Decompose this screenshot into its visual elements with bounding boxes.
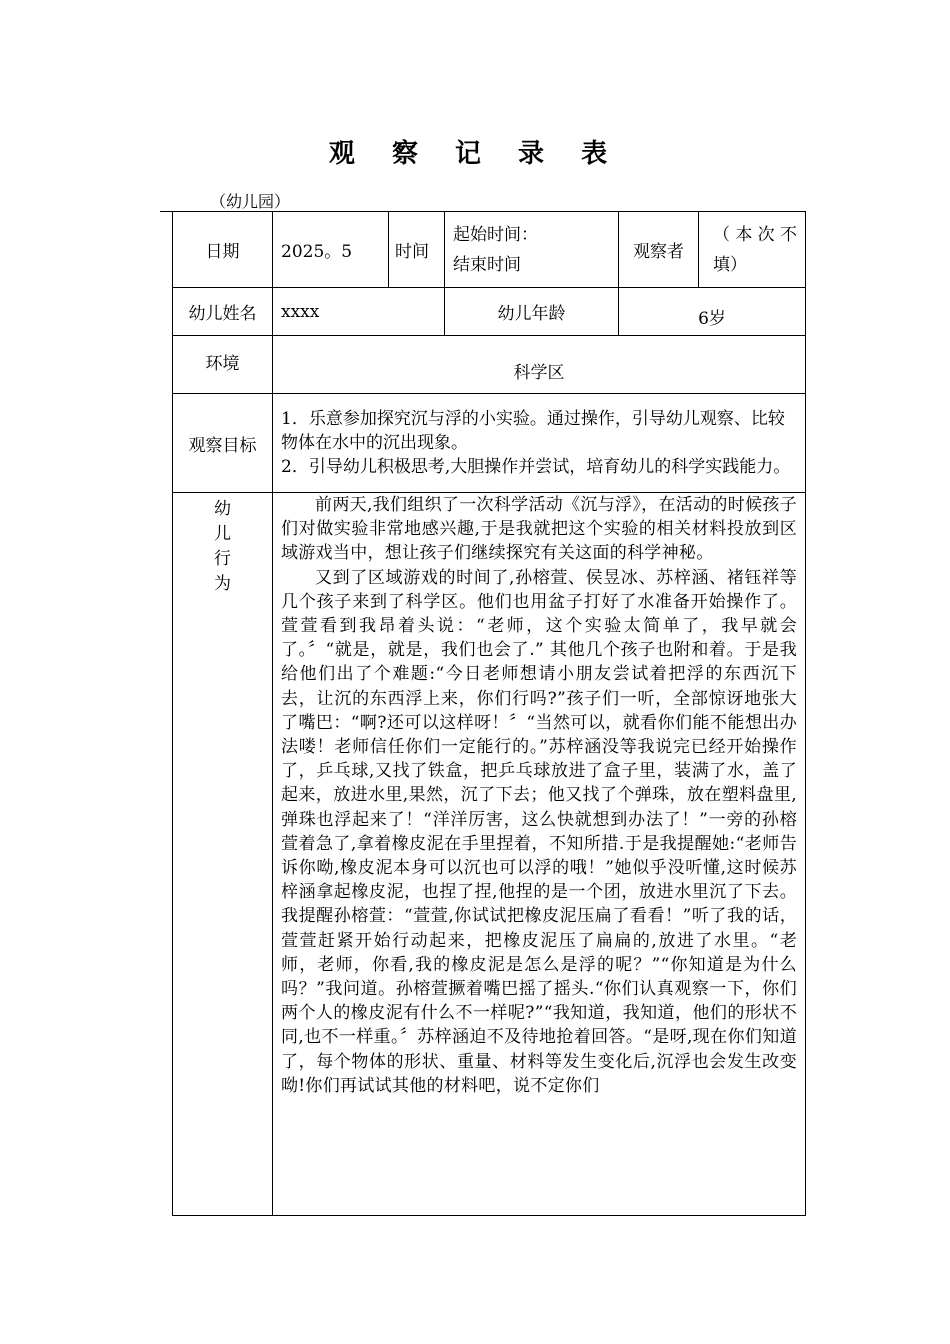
row-date-time (173, 212, 806, 288)
kindergarten-blank (160, 194, 210, 212)
time-range (445, 212, 619, 288)
observation-table (172, 211, 806, 1216)
start-time-label: 起始时间： (453, 224, 538, 245)
row-goals (173, 394, 806, 493)
child-name-label: 幼儿姓名 (173, 288, 273, 336)
date-label: 日期 (173, 212, 273, 288)
goal-label: 观察目标 (173, 394, 273, 493)
row-child-info (173, 288, 806, 336)
observer-label: 观察者 (619, 212, 699, 288)
date-value: 2025。5 (273, 212, 389, 288)
child-name-value: xxxx (273, 288, 445, 336)
observer-value: （本次不填） (699, 212, 806, 288)
child-age-label: 幼儿年龄 (445, 288, 619, 336)
goal-item-1: 1．乐意参加探究沉与浮的小实验。通过操作，引导幼儿观察、比较物体在水中的沉出现象。 (281, 409, 785, 453)
kindergarten-label: （幼儿园） (210, 192, 291, 211)
behavior-label-char: 幼 (214, 499, 231, 519)
environment-label: 环境 (173, 336, 273, 394)
goal-list (273, 394, 806, 493)
row-behavior (173, 493, 806, 1216)
end-time-label: 结束时间 (453, 254, 521, 275)
behavior-label (173, 493, 273, 1216)
behavior-paragraph-2: 又到了区域游戏的时间了,孙榕萱、侯昱冰、苏梓涵、褚钰祥等几个孩子来到了科学区。他们也用盆子打好了水准备开始操作了。萱萱看到我昂着头说：“老师，这个实验太简单了，我早就会了。〞“就是，就是，我们也会了.” 其他几个孩子也附和着。于是我给他们出了个难题:“今日老师想请小朋友尝试着把浮的东西沉下去，让沉的东西浮上来，你们行吗?”孩子们一听，全部惊讶地张大了嘴巴：“啊?还可以这样呀！〞“当然可以，就看你们能不能想出办法喽！老师信任你们一定能行的。”苏梓涵没等我说完已经开始操作了，乒乓球,又找了铁盒，把乒乓球放进了盒子里，装满了水，盖了起来，放进水里,果然，沉了下去；他又找了个弹珠，放在塑料盘里,弹珠也浮起来了！“洋洋厉害，这么快就想到办法了！”一旁的孙榕萱着急了,拿着橡皮泥在手里捏着，不知所措.于是我提醒她:“老师告诉你呦,橡皮泥本身可以沉也可以浮的哦！”她似乎没听懂,这时候苏梓涵拿起橡皮泥，也捏了捏,他捏的是一个团，放进水里沉了下去。我提醒孙榕萱：“萱萱,你试试把橡皮泥压扁了看看！”听了我的话，萱萱赶紧开始行动起来，把橡皮泥压了扁扁的,放进了水里。“老师，老师，你看,我的橡皮泥是怎么是浮的呢？”“你知道是为什么吗？”我问道。孙榕萱撅着嘴巴摇了摇头.“你们认真观察一下，你们两个人的橡皮泥有什么不一样呢?”“我知道，我知道，他们的形状不同,也不一样重。〞苏梓涵迫不及待地抢着回答。“是呀,现在你们知道了，每个物体的形状、重量、材料等发生变化后,沉浮也会发生改变呦!你们再试试其他的材料吧，说不定你们 (281, 567, 797, 1096)
child-age-value: 6岁 (619, 288, 806, 336)
behavior-paragraph-1: 前两天,我们组织了一次科学活动《沉与浮》，在活动的时候孩子们对做实验非常地感兴趣,于是我就把这个实验的相关材料投放到区域游戏当中，想让孩子们继续探究有关这面的科学神秘。 (281, 495, 797, 564)
page-title: 观 察 记 录 表 (328, 139, 622, 169)
behavior-label-char: 儿 (214, 524, 231, 544)
behavior-label-char: 为 (214, 574, 231, 594)
kindergarten-line (160, 189, 290, 212)
environment-value: 科学区 (273, 336, 806, 394)
behavior-label-char: 行 (214, 549, 231, 569)
row-environment (173, 336, 806, 394)
time-label: 时间 (389, 212, 445, 288)
behavior-text (273, 493, 806, 1216)
goal-item-2: 2．引导幼儿积极思考,大胆操作并尝试，培育幼儿的科学实践能力。 (281, 457, 791, 477)
